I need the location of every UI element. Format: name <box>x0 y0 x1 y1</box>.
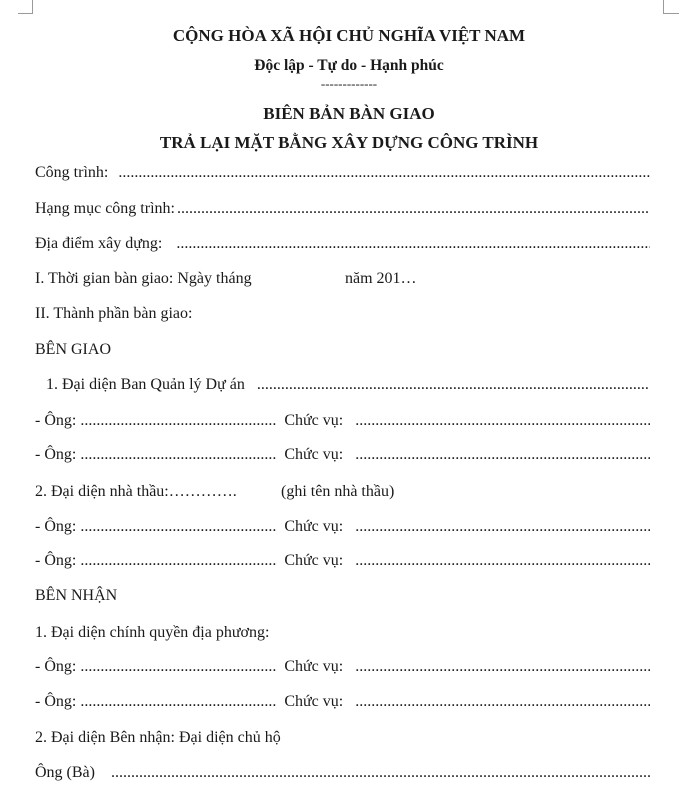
giver-rep1-person-2 <box>35 444 650 466</box>
receiver-rep2: 2. Đại diện Bên nhận: Đại diện chủ hộ <box>35 729 281 746</box>
crop-mark-left-vertical <box>32 0 33 14</box>
person-label: - Ông: <box>35 552 77 569</box>
document-title: BIÊN BẢN BÀN GIAO <box>263 104 435 123</box>
person-label: - Ông: <box>35 446 77 463</box>
giver-rep1-blank <box>257 374 650 396</box>
project-blank <box>118 162 650 184</box>
participants-heading: II. Thành phần bàn giao: <box>35 305 193 322</box>
document-subtitle: TRẢ LẠI MẶT BẰNG XÂY DỰNG CÔNG TRÌNH <box>159 133 539 152</box>
crop-mark-right-vertical <box>663 0 664 14</box>
person-label: - Ông: <box>35 658 77 675</box>
giver-rep2 <box>35 481 650 503</box>
handover-time <box>35 268 650 290</box>
owner-field <box>35 762 650 784</box>
position-blank <box>355 550 650 572</box>
giver-heading: BÊN GIAO <box>35 341 111 358</box>
person-blank <box>80 444 276 466</box>
giver-rep1-person-1 <box>35 410 650 432</box>
person-blank <box>80 691 276 713</box>
position-label: Chức vụ: <box>284 446 344 463</box>
nation-heading: CỘNG HÒA XÃ HỘI CHỦ NGHĨA VIỆT NAM <box>172 26 526 45</box>
position-label: Chức vụ: <box>284 412 344 429</box>
position-blank <box>355 410 650 432</box>
giver-rep2-label: 2. Đại diện nhà thầu:…………. <box>35 483 237 500</box>
position-label: Chức vụ: <box>284 693 344 710</box>
person-blank <box>80 516 276 538</box>
person-blank <box>80 410 276 432</box>
project-label: Công trình: <box>35 164 109 181</box>
location-label: Địa điểm xây dựng: <box>35 235 163 252</box>
owner-label: Ông (Bà) <box>35 764 95 781</box>
project-item-field <box>35 198 650 220</box>
giver-rep1 <box>46 374 650 396</box>
location-field <box>35 233 650 255</box>
crop-mark-right-horizontal <box>663 13 679 14</box>
position-label: Chức vụ: <box>284 518 344 535</box>
header-divider: ------------- <box>320 76 378 91</box>
position-blank <box>355 444 650 466</box>
location-blank <box>176 233 650 255</box>
person-label: - Ông: <box>35 518 77 535</box>
owner-blank <box>111 762 650 784</box>
giver-rep2-note: (ghi tên nhà thầu) <box>281 483 395 500</box>
giver-rep2-person-2 <box>35 550 650 572</box>
person-label: - Ông: <box>35 412 77 429</box>
handover-time-label: I. Thời gian bàn giao: Ngày tháng <box>35 270 252 287</box>
position-label: Chức vụ: <box>284 658 344 675</box>
handover-year: năm 201… <box>345 270 417 287</box>
position-blank <box>355 516 650 538</box>
motto-heading: Độc lập - Tự do - Hạnh phúc <box>254 57 444 74</box>
project-item-label: Hạng mục công trình: <box>35 200 175 217</box>
receiver-rep1-person-1 <box>35 656 650 678</box>
person-label: - Ông: <box>35 693 77 710</box>
project-item-blank <box>177 198 650 220</box>
receiver-rep1: 1. Đại diện chính quyền địa phương: <box>35 624 270 641</box>
receiver-rep1-person-2 <box>35 691 650 713</box>
position-label: Chức vụ: <box>284 552 344 569</box>
crop-mark-left-horizontal <box>18 13 33 14</box>
person-blank <box>80 656 276 678</box>
giver-rep2-person-1 <box>35 516 650 538</box>
position-blank <box>355 691 650 713</box>
person-blank <box>80 550 276 572</box>
project-field <box>35 162 650 184</box>
position-blank <box>355 656 650 678</box>
giver-rep1-label: 1. Đại diện Ban Quản lý Dự án <box>46 376 245 393</box>
receiver-heading: BÊN NHẬN <box>35 587 118 604</box>
